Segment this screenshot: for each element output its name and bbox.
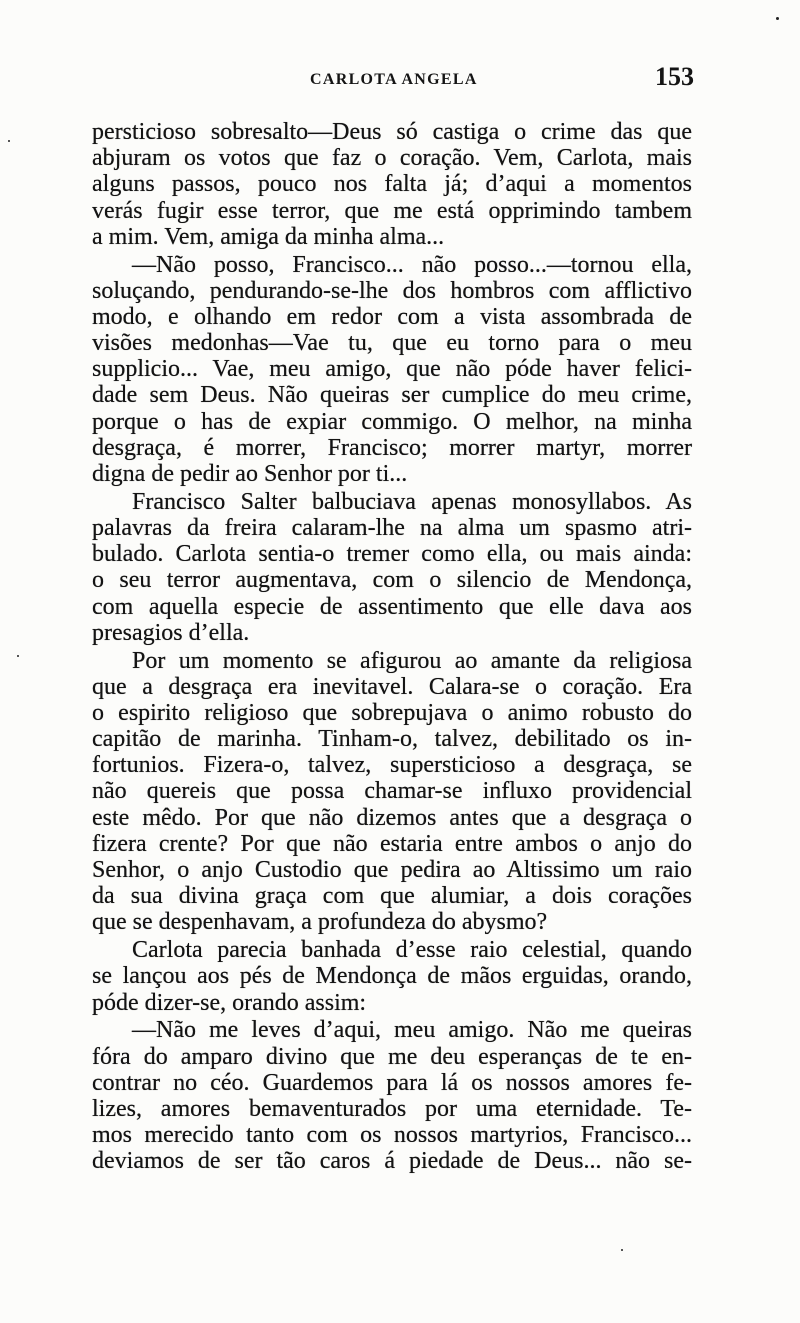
- text-line: capitão de marinha. Tinham-o, talvez, debilitado os in-: [92, 726, 692, 753]
- paragraph: [92, 252, 692, 488]
- text-line: que se despenhavam, a profundeza do abysmo?: [92, 909, 548, 936]
- text-line: palavras da freira calaram-lhe na alma um spasmo atri-: [92, 515, 692, 541]
- text-line: alguns passos, pouco nos falta já; d’aqui a momentos: [92, 171, 692, 198]
- text-line: da sua divina graça com que alumiar, a dois corações: [92, 883, 692, 910]
- text-line: que a desgraça era inevitavel. Calara-se o coração. Era: [92, 673, 692, 700]
- text-line: abjuram os votos que faz o coração. Vem, Carlota, mais: [92, 145, 692, 172]
- text-line: este mêdo. Por que não dizemos antes que a desgraça o: [92, 804, 692, 831]
- text-line: mos merecido tanto com os nossos martyrios, Francisco...: [92, 1122, 692, 1149]
- text-line: fizera crente? Por que não estaria entre ambos o anjo do: [92, 830, 692, 857]
- text-line: persticioso sobresalto—Deus só castiga o crime das que: [92, 119, 692, 145]
- paragraph: [92, 119, 692, 250]
- text-line: deviamos de ser tão caros á piedade de Deus... não se-: [92, 1148, 692, 1175]
- text-line: soluçando, pendurando-se-lhe dos hombros com afflictivo: [92, 277, 692, 304]
- paragraph: [92, 937, 692, 1016]
- scan-speck: [8, 140, 10, 142]
- text-line: Por um momento se afigurou ao amante da religiosa: [132, 647, 692, 674]
- paragraph: [92, 489, 692, 646]
- text-line: o espirito religioso que sobrepujava o animo robusto do: [92, 699, 692, 726]
- text-line: contrar no céo. Guardemos para lá os nossos amores fe-: [92, 1069, 692, 1096]
- paragraph: [92, 1017, 692, 1174]
- text-line: bulado. Carlota sentia-o tremer como ella, ou mais ainda:: [92, 541, 692, 568]
- text-line: lizes, amores bemaventurados por uma eternidade. Te-: [92, 1095, 692, 1122]
- text-line: —Não posso, Francisco... não posso...—tornou ella,: [132, 251, 692, 278]
- text-line: presagios d’ella.: [92, 619, 250, 646]
- text-line: Carlota parecia banhada d’esse raio celestial, quando: [132, 937, 692, 964]
- running-title: CARLOTA ANGELA: [310, 71, 478, 88]
- text-line: —Não me leves d’aqui, meu amigo. Não me queiras: [132, 1017, 692, 1044]
- text-line: Senhor, o anjo Custodio que pedira ao Altissimo um raio: [92, 857, 692, 884]
- text-line: se lançou aos pés de Mendonça de mãos erguidas, orando,: [92, 963, 692, 990]
- text-line: Francisco Salter balbuciava apenas monosyllabos. As: [132, 488, 692, 515]
- scan-speck: [776, 17, 779, 20]
- text-line: fortunios. Fizera-o, talvez, supersticioso a desgraça, se: [92, 752, 692, 779]
- text-line: com aquella especie de assentimento que elle dava aos: [92, 593, 692, 620]
- paragraph: [92, 648, 692, 936]
- text-line: visões medonhas—Vae tu, que eu torno para o meu: [92, 330, 692, 357]
- text-line: modo, e olhando em redor com a vista assombrada de: [92, 303, 692, 330]
- text-line: dade sem Deus. Não queiras ser cumplice do meu crime,: [92, 382, 692, 409]
- text-line: supplicio... Vae, meu amigo, que não póde haver felici-: [92, 356, 692, 383]
- body-text: [92, 119, 692, 1174]
- text-line: a mim. Vem, amiga da minha alma...: [92, 223, 445, 250]
- page-number: 153: [655, 62, 694, 91]
- text-line: o seu terror augmentava, com o silencio de Mendonça,: [92, 567, 692, 594]
- scan-speck: [621, 1249, 623, 1251]
- text-line: póde dizer-se, orando assim:: [92, 989, 367, 1016]
- text-line: verás fugir esse terror, que me está opprimindo tambem: [92, 197, 692, 224]
- text-line: digna de pedir ao Senhor por ti...: [92, 461, 408, 488]
- text-line: desgraça, é morrer, Francisco; morrer martyr, morrer: [92, 434, 692, 461]
- text-line: porque o has de expiar commigo. O melhor, na minha: [92, 408, 692, 435]
- text-line: fóra do amparo divino que me deu esperanças de te en-: [92, 1043, 692, 1070]
- scan-speck: [17, 655, 19, 657]
- text-line: não quereis que possa chamar-se influxo providencial: [92, 778, 692, 805]
